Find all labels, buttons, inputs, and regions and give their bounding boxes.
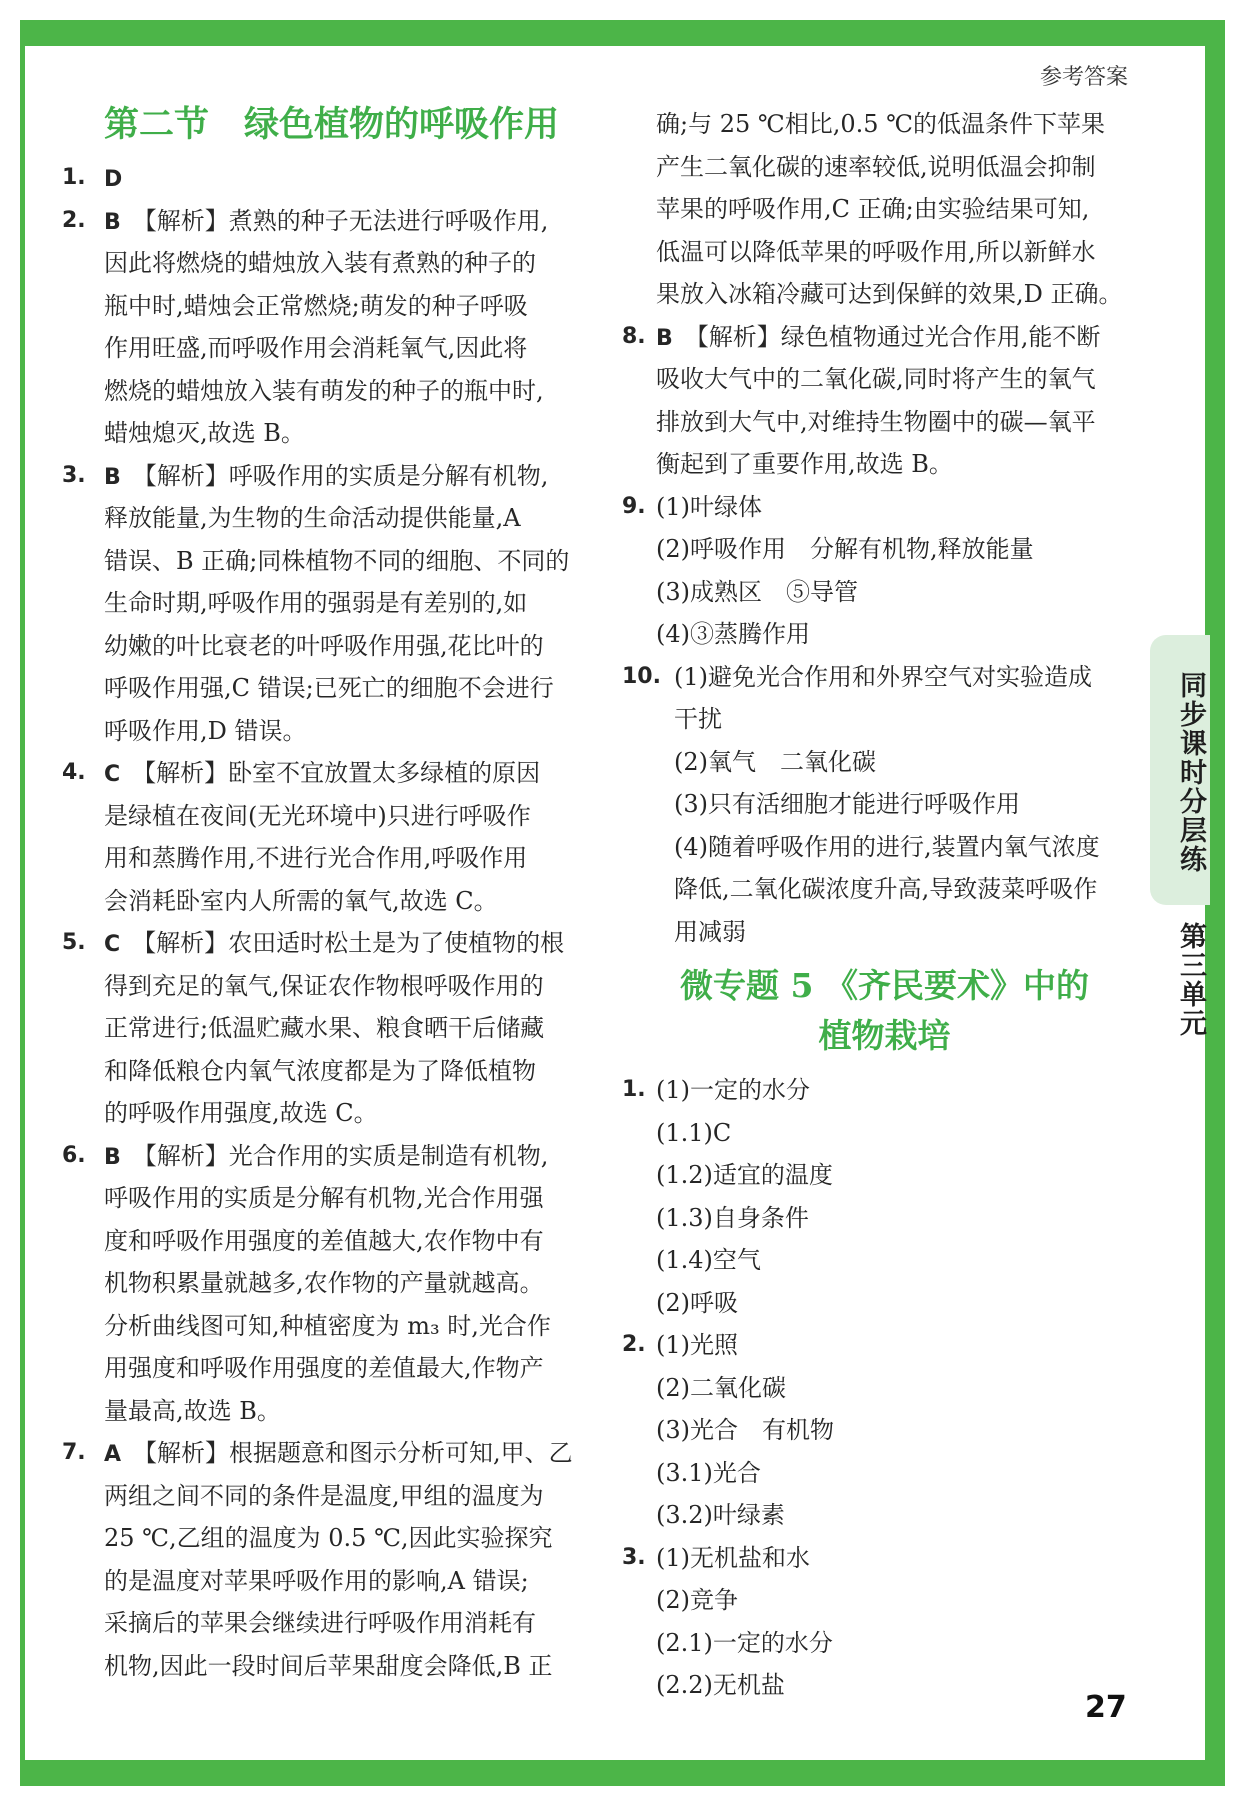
answer-text: (2.2)无机盐 bbox=[656, 1671, 785, 1699]
question-number: 6. bbox=[62, 1142, 86, 1168]
answer-text: (2)二氧化碳 bbox=[656, 1373, 786, 1402]
answer-text: (3.1)光合 bbox=[656, 1458, 761, 1487]
micro-question-2 bbox=[622, 1324, 1147, 1537]
micro-topic-title bbox=[622, 961, 1147, 1061]
answer-text: 【解析】煮熟的种子无法进行呼吸作用, bbox=[132, 206, 549, 235]
answer-text: 【解析】光合作用的实质是制造有机物, bbox=[132, 1141, 549, 1170]
answer-text: 【解析】根据题意和图示分析可知,甲、乙 bbox=[133, 1439, 573, 1467]
question-number: 9. bbox=[622, 493, 646, 519]
answer-text: 错误、B 正确;同株植物不同的细胞、不同的 bbox=[104, 546, 570, 575]
answer-letter: B bbox=[104, 209, 121, 235]
question-number: 7. bbox=[62, 1440, 86, 1465]
question-number: 5. bbox=[62, 930, 86, 955]
answer-text: 排放到大气中,对维持生物圈中的碳—氧平 bbox=[656, 407, 1096, 436]
question-number: 1. bbox=[62, 165, 86, 190]
answer-text: 衡起到了重要作用,故选 B。 bbox=[656, 450, 953, 478]
answer-text: 正常进行;低温贮藏水果、粮食晒干后储藏 bbox=[104, 1014, 545, 1042]
question-7 bbox=[62, 1432, 592, 1687]
answer-text: 呼吸作用,D 错误。 bbox=[104, 716, 307, 745]
answer-text: 释放能量,为生物的生命活动提供能量,A bbox=[104, 504, 521, 532]
answer-text: 幼嫩的叶比衰老的叶呼吸作用强,花比叶的 bbox=[104, 631, 544, 660]
question-2 bbox=[62, 200, 592, 455]
bottom-frame-bar bbox=[20, 1760, 1225, 1786]
answer-text: 苹果的呼吸作用,C 正确;由实验结果可知, bbox=[656, 195, 1090, 223]
answer-text: 25 ℃,乙组的温度为 0.5 ℃,因此实验探究 bbox=[104, 1524, 553, 1552]
question-4 bbox=[62, 752, 592, 922]
answer-text: (1)无机盐和水 bbox=[656, 1543, 810, 1572]
micro-topic-title-line-2: 植物栽培 bbox=[818, 1016, 951, 1055]
answer-text: 作用旺盛,而呼吸作用会消耗氧气,因此将 bbox=[104, 334, 528, 362]
left-frame-bar bbox=[20, 20, 25, 1786]
answer-text: (1)一定的水分 bbox=[656, 1076, 810, 1104]
micro-question-1 bbox=[622, 1069, 1147, 1324]
answer-letter: C bbox=[104, 762, 121, 787]
answer-text: 得到充足的氧气,保证农作物根呼吸作用的 bbox=[104, 971, 544, 1000]
answer-letter: D bbox=[104, 167, 123, 192]
answer-letter: B bbox=[104, 464, 121, 490]
answer-text: (2.1)一定的水分 bbox=[656, 1628, 833, 1657]
answer-text: 是绿植在夜间(无光环境中)只进行呼吸作 bbox=[104, 801, 531, 830]
answer-text: 用强度和呼吸作用强度的差值最大,作物产 bbox=[104, 1354, 544, 1382]
answer-letter: A bbox=[104, 1442, 122, 1467]
answer-text: (3)光合 有机物 bbox=[656, 1416, 834, 1444]
answer-text: 呼吸作用强,C 错误;已死亡的细胞不会进行 bbox=[104, 674, 554, 702]
answer-text: (3)只有活细胞才能进行呼吸作用 bbox=[674, 790, 1020, 818]
side-tab-title: 同步课时分层练 bbox=[1175, 670, 1206, 874]
answer-text: (2)竞争 bbox=[656, 1586, 738, 1614]
answer-text: (3)成熟区 ⑤导管 bbox=[656, 577, 858, 606]
question-9 bbox=[622, 486, 1147, 656]
answer-text: 果放入冰箱冷藏可达到保鲜的效果,D 正确。 bbox=[656, 280, 1123, 308]
answer-text: 呼吸作用的实质是分解有机物,光合作用强 bbox=[104, 1184, 544, 1212]
question-number: 1. bbox=[622, 1077, 646, 1102]
answer-text: 因此将燃烧的蜡烛放入装有煮熟的种子的 bbox=[104, 249, 536, 277]
answer-text: 用和蒸腾作用,不进行光合作用,呼吸作用 bbox=[104, 844, 528, 872]
question-number: 3. bbox=[622, 1544, 646, 1570]
answer-text: 分析曲线图可知,种植密度为 m₃ 时,光合作 bbox=[104, 1311, 551, 1340]
question-number: 3. bbox=[62, 462, 86, 488]
answer-text: 产生二氧化碳的速率较低,说明低温会抑制 bbox=[656, 152, 1096, 181]
answer-text: (1)避免光合作用和外界空气对实验造成 bbox=[674, 662, 1092, 691]
header-label: 参考答案 bbox=[1040, 65, 1129, 90]
left-column bbox=[62, 103, 592, 1687]
side-tab-unit: 第三单元 bbox=[1175, 922, 1206, 1038]
answer-text: 度和呼吸作用强度的差值越大,农作物中有 bbox=[104, 1226, 544, 1255]
answer-text: (1.4)空气 bbox=[656, 1246, 761, 1274]
question-number: 4. bbox=[62, 760, 86, 785]
answer-text: 降低,二氧化碳浓度升高,导致菠菜呼吸作 bbox=[674, 875, 1098, 903]
answer-text: 的呼吸作用强度,故选 C。 bbox=[104, 1099, 378, 1127]
answer-text: 【解析】绿色植物通过光合作用,能不断 bbox=[684, 322, 1101, 351]
answer-text: (2)氧气 二氧化碳 bbox=[674, 747, 876, 776]
answer-text: 瓶中时,蜡烛会正常燃烧;萌发的种子呼吸 bbox=[104, 291, 528, 320]
top-frame-bar bbox=[20, 20, 1225, 46]
question-number: 2. bbox=[62, 207, 86, 233]
answer-letter: B bbox=[104, 1144, 121, 1170]
answer-text: 用减弱 bbox=[674, 917, 746, 946]
question-3 bbox=[62, 455, 592, 753]
answer-text: 干扰 bbox=[674, 705, 722, 733]
answer-text: 量最高,故选 B。 bbox=[104, 1396, 281, 1425]
answer-text: (4)随着呼吸作用的进行,装置内氧气浓度 bbox=[674, 832, 1100, 861]
answer-text: 燃烧的蜡烛放入装有萌发的种子的瓶中时, bbox=[104, 376, 544, 405]
answer-text: 机物,因此一段时间后苹果甜度会降低,B 正 bbox=[104, 1651, 553, 1680]
answer-text: (1.2)适宜的温度 bbox=[656, 1161, 833, 1189]
answer-text: 两组之间不同的条件是温度,甲组的温度为 bbox=[104, 1481, 544, 1510]
answer-text: 【解析】农田适时松土是为了使植物的根 bbox=[132, 929, 565, 957]
answer-text: (3.2)叶绿素 bbox=[656, 1501, 785, 1529]
answer-text: 【解析】呼吸作用的实质是分解有机物, bbox=[132, 461, 549, 490]
question-6 bbox=[62, 1135, 592, 1433]
question-number: 8. bbox=[622, 323, 646, 349]
answer-text: 机物积累量就越多,农作物的产量就越高。 bbox=[104, 1269, 544, 1297]
answer-text: 采摘后的苹果会继续进行呼吸作用消耗有 bbox=[104, 1609, 536, 1637]
page-number: 27 bbox=[1085, 1690, 1127, 1725]
question-5 bbox=[62, 922, 592, 1135]
answer-text: 确;与 25 ℃相比,0.5 ℃的低温条件下苹果 bbox=[656, 110, 1106, 138]
answer-text: 蜡烛熄灭,故选 B。 bbox=[104, 419, 305, 447]
answer-text: (1)光照 bbox=[656, 1331, 738, 1359]
answer-text: (2)呼吸作用 分解有机物,释放能量 bbox=[656, 535, 1034, 563]
answer-text: (1)叶绿体 bbox=[656, 492, 762, 521]
micro-question-3 bbox=[622, 1537, 1147, 1707]
question-10 bbox=[622, 656, 1147, 954]
answer-text: (2)呼吸 bbox=[656, 1288, 738, 1317]
answer-text: 低温可以降低苹果的呼吸作用,所以新鲜水 bbox=[656, 237, 1096, 266]
answer-text: (4)③蒸腾作用 bbox=[656, 620, 810, 648]
section-title: 第二节 绿色植物的呼吸作用 bbox=[104, 104, 560, 145]
question-1 bbox=[62, 157, 592, 200]
answer-text: 会消耗卧室内人所需的氧气,故选 C。 bbox=[104, 886, 498, 915]
question-number: 10. bbox=[622, 663, 661, 689]
answer-letter: C bbox=[104, 932, 121, 957]
question-7-continued bbox=[622, 103, 1147, 316]
micro-topic-title-line-1: 微专题 5 《齐民要术》中的 bbox=[680, 966, 1089, 1005]
answer-text: (1.3)自身条件 bbox=[656, 1203, 809, 1232]
right-column bbox=[622, 103, 1147, 1707]
answer-letter: B bbox=[656, 325, 673, 351]
answer-text: 生命时期,呼吸作用的强弱是有差别的,如 bbox=[104, 589, 528, 617]
question-number: 2. bbox=[622, 1332, 646, 1357]
answer-text: 吸收大气中的二氧化碳,同时将产生的氧气 bbox=[656, 365, 1096, 393]
answer-text: (1.1)C bbox=[656, 1118, 732, 1147]
question-8 bbox=[622, 316, 1147, 486]
answer-text: 的是温度对苹果呼吸作用的影响,A 错误; bbox=[104, 1566, 529, 1595]
answer-text: 【解析】卧室不宜放置太多绿植的原因 bbox=[132, 759, 541, 787]
answer-text: 和降低粮仓内氧气浓度都是为了降低植物 bbox=[104, 1056, 536, 1085]
